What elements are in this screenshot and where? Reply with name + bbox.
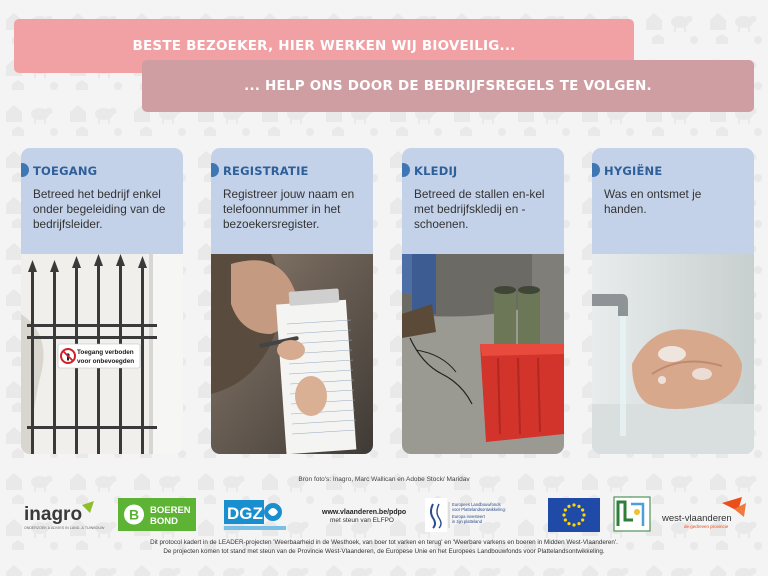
card-hygiene [592,148,754,454]
vlaanderen-pdpo-text [322,509,407,529]
leader-logo [613,496,651,532]
eu-star-icon [577,522,580,525]
card-title: TOEGANG [33,164,98,178]
eu-star-icon [567,522,570,525]
svg-text:ONDERZOEK & ADVIES IN LAND- &: ONDERZOEK & ADVIES IN LAND- & TUINBOUW [24,526,105,530]
card-title: REGISTRATIE [223,164,309,178]
bullet-dot-icon [592,163,600,177]
prohibited-sign [58,344,140,368]
bullet-dot-icon [211,163,219,177]
dgz-logo [224,498,286,532]
pdpo-url: www.vlaanderen.be/pdpo [322,509,407,516]
svg-text:Europa investeert: Europa investeert [452,514,485,519]
eu-star-icon [582,513,585,516]
card-text: Was en ontsmet je handen. [604,187,702,216]
svg-text:B: B [129,506,140,523]
photo-credit: Bron foto's: Inagro, Marc Wallican en Adobe Stock/ Maridav [298,476,470,483]
handwash-photo [592,254,754,454]
svg-text:BOEREN: BOEREN [150,505,191,516]
card-title: KLEDIJ [414,164,458,178]
eu-star-icon [564,508,567,511]
eu-star-icon [572,523,575,526]
svg-text:west-vlaanderen: west-vlaanderen [662,513,732,524]
card-kledij [402,148,564,454]
eu-star-icon [581,508,584,511]
bullet-dot-icon [21,163,29,177]
west-vlaanderen-logo [660,495,760,531]
card-text: Registreer jouw naam en telefoonnummer in het bezoekersregister. [223,187,355,231]
eu-star-icon [564,518,567,521]
svg-text:de gedreven provincie: de gedreven provincie [684,524,729,529]
svg-text:BOND: BOND [150,516,178,527]
card-registratie [211,148,373,454]
register-photo [211,254,373,454]
eu-star-icon [562,513,565,516]
boots-photo [402,254,564,454]
inagro-logo [22,499,106,533]
footer-line-2: De projecten komen tot stand met steun van de Provincie West-Vlaanderen, de Europese Unie en het Europees Landbouwfonds voor Plattelandsontwikkeling. [163,547,605,555]
svg-text:inagro: inagro [24,504,83,525]
footer-line-1: Dit protocol kadert in de LEADER-projecten 'Weerbaarheid in de Westhoek, van boer tot varken en terug' en 'Weerbare varkens en boeren in Midden West-Vlaanderen'. [150,539,618,546]
card-title: HYGIËNE [604,164,663,178]
card-toegang [21,148,183,454]
gate-photo [21,254,183,454]
sign-text-1: Toegang verboden [77,349,134,356]
banner-bottom [142,60,754,112]
svg-text:voor Plattelandsontwikkeling:: voor Plattelandsontwikkeling: [452,507,507,512]
elfpo-logo [425,498,525,532]
bullet-dot-icon [402,163,410,177]
eu-star-icon [572,503,575,506]
boerenbond-logo [118,498,196,531]
eu-star-icon [577,505,580,508]
card-text: Betreed de stallen en-kel met bedrijfskledij en -schoenen. [414,187,545,231]
eu-star-icon [581,518,584,521]
eu-flag-icon [548,498,600,532]
card-text: Betreed het bedrijf enkel onder begeleiding van de bedrijfsleider. [33,187,166,231]
footer-text [0,539,768,556]
eu-star-icon [567,505,570,508]
pdpo-subtext: met steun van ELFPO [330,517,394,524]
svg-text:DGZ: DGZ [227,504,263,523]
banner-top-text: BESTE BEZOEKER, HIER WERKEN WIJ BIOVEILIG... [132,37,516,54]
banner-bottom-text: ... HELP ONS DOOR DE BEDRIJFSREGELS TE VOLGEN. [244,78,652,94]
svg-text:Europees Landbouwfonds: Europees Landbouwfonds [452,502,501,507]
svg-text:in zijn platteland: in zijn platteland [452,519,483,524]
sign-text-2: voor onbevoegden [77,358,135,365]
